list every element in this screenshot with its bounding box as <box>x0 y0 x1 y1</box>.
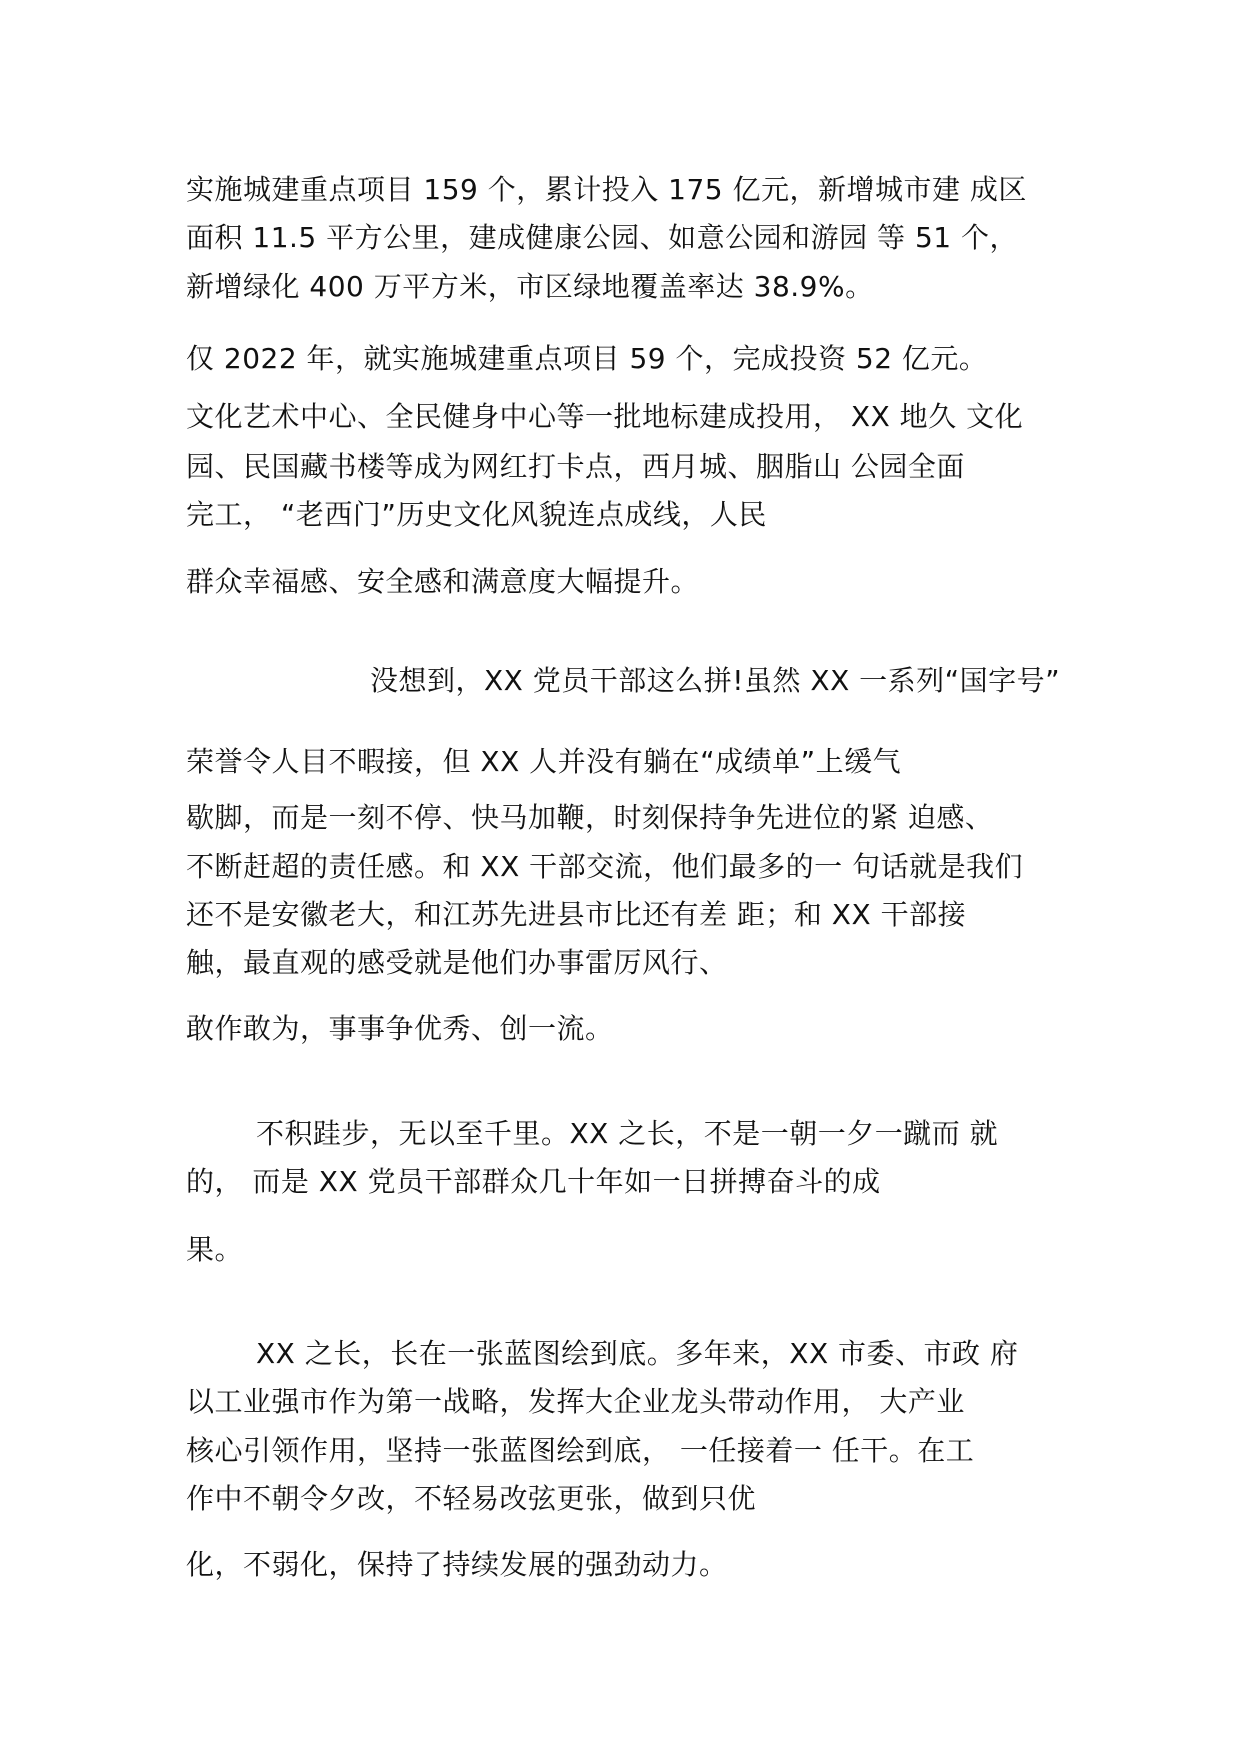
text-line: 不断赶超的责任感。和 XX 干部交流，他们最多的一 句话就是我们 <box>186 850 1024 883</box>
text-line: 核心引领作用，坚持一张蓝图绘到底， 一任接着一 任干。在工 <box>186 1434 975 1467</box>
text-line: 不积跬步，无以至千里。XX 之长，不是一朝一夕一蹴而 就 <box>256 1117 999 1150</box>
text-line: 仅 2022 年，就实施城建重点项目 59 个，完成投资 52 亿元。 <box>186 342 988 375</box>
text-line: 歇脚，而是一刻不停、快马加鞭，时刻保持争先进位的紧 迫感、 <box>186 801 994 834</box>
text-line: 敢作敢为，事事争优秀、创一流。 <box>186 1012 614 1045</box>
text-line: 果。 <box>186 1233 244 1266</box>
text-line: 作中不朝令夕改，不轻易改弦更张，做到只优 <box>186 1482 757 1515</box>
text-line: XX 之长，长在一张蓝图绘到底。多年来，XX 市委、市政 府 <box>256 1337 1019 1370</box>
text-line: 还不是安徽老大，和江苏先进县市比还有差 距；和 XX 干部接 <box>186 898 967 931</box>
text-line: 面积 11.5 平方公里，建成健康公园、如意公园和游园 等 51 个， <box>186 221 1018 254</box>
text-line: 的， 而是 XX 党员干部群众几十年如一日拼搏奋斗的成 <box>186 1165 881 1198</box>
text-line: 新增绿化 400 万平方米，市区绿地覆盖率达 38.9%。 <box>186 270 874 303</box>
text-line: 园、民国藏书楼等成为网红打卡点，西月城、胭脂山 公园全面 <box>186 450 965 483</box>
text-line: 实施城建重点项目 159 个，累计投入 175 亿元，新增城市建 成区 <box>186 173 1027 206</box>
text-line: 荣誉令人目不暇接，但 XX 人并没有躺在“成绩单”上缓气 <box>186 745 902 778</box>
text-line: 化，不弱化，保持了持续发展的强劲动力。 <box>186 1548 728 1581</box>
text-line: 以工业强市作为第一战略，发挥大企业龙头带动作用， 大产业 <box>186 1385 965 1418</box>
text-line: 文化艺术中心、全民健身中心等一批地标建成投用， XX 地久 文化 <box>186 400 1024 433</box>
text-line: 群众幸福感、安全感和满意度大幅提升。 <box>186 565 700 598</box>
text-line: 没想到，XX 党员干部这么拼!虽然 XX 一系列“国字号” <box>370 664 1061 697</box>
text-line: 触，最直观的感受就是他们办事雷厉风行、 <box>186 946 728 979</box>
text-line: 完工， “老西门”历史文化风貌连点成线，人民 <box>186 498 767 531</box>
